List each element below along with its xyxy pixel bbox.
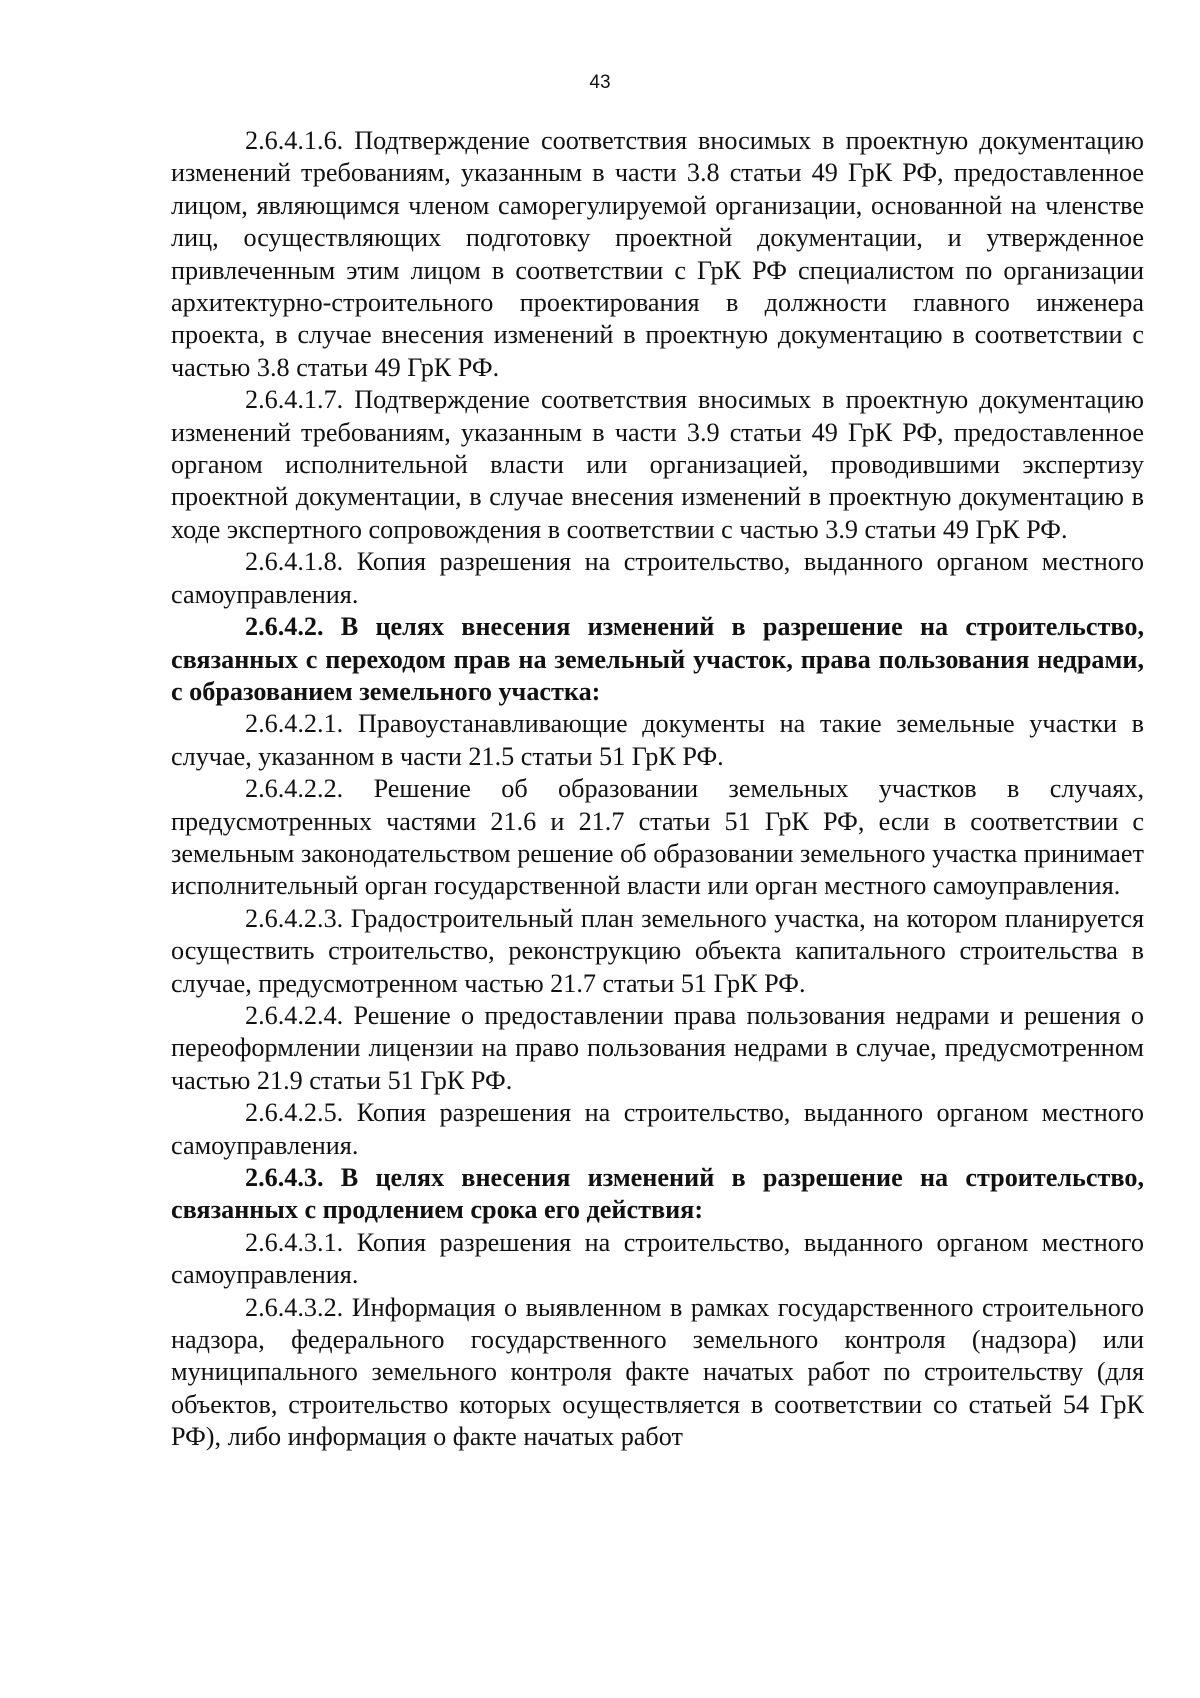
section-heading-2-6-4-2: 2.6.4.2. В целях внесения изменений в разрешение на строительство, связанных с переходом прав на земельный участок, права пользования недрами, с образованием земельного участка: <box>171 612 1144 706</box>
page-number: 43 <box>589 72 611 93</box>
paragraph-2-6-4-1-6: 2.6.4.1.6. Подтверждение соответствия вносимых в проектную документацию изменений требованиям, указанным в части 3.8 статьи 49 ГрК РФ, предоставленное лицом, являющимся членом саморегулируемой организации, основанной на членстве лиц, осуществляющих подготовку проектной документации, и утвержденное привлеченным этим лицом в соответствии с ГрК РФ специалистом по организации архитектурно-строительного проектирования в должности главного инженера проекта, в случае внесения изменений в проектную документацию в соответствии с частью 3.8 статьи 49 ГрК РФ. <box>171 126 1144 382</box>
paragraph-2-6-4-2-2: 2.6.4.2.2. Решение об образовании земельных участков в случаях, предусмотренных частями 21.6 и 21.7 статьи 51 ГрК РФ, если в соответствии с земельным законодательством решение об образовании земельного участка принимает исполнительный орган государственной власти или орган местного самоуправления. <box>171 774 1144 901</box>
paragraph-2-6-4-2-5: 2.6.4.2.5. Копия разрешения на строительство, выданного органом местного самоуправления. <box>171 1098 1144 1160</box>
paragraph-2-6-4-1-8: 2.6.4.1.8. Копия разрешения на строительство, выданного органом местного самоуправления. <box>171 547 1144 609</box>
paragraph-2-6-4-2-4: 2.6.4.2.4. Решение о предоставлении права пользования недрами и решения о переоформлении лицензии на право пользования недрами в случае, предусмотренном частью 21.9 статьи 51 ГрК РФ. <box>171 1000 1144 1095</box>
section-heading-2-6-4-3: 2.6.4.3. В целях внесения изменений в разрешение на строительство, связанных с продлением срока его действия: <box>171 1163 1144 1225</box>
paragraph-2-6-4-3-2: 2.6.4.3.2. Информация о выявленном в рамках государственного строительного надзора, федерального государственного земельного контроля (надзора) или муниципального земельного контроля факте начатых работ по строительству (для объектов, строительство которых осуществляется в соответствии со статьей 54 ГрК РФ), либо информация о факте начатых работ <box>171 1292 1144 1452</box>
paragraph-2-6-4-1-7: 2.6.4.1.7. Подтверждение соответствия вносимых в проектную документацию изменений требованиям, указанным в части 3.9 статьи 49 ГрК РФ, предоставленное органом исполнительной власти или организацией, проводившими экспертизу проектной документации, в случае внесения изменений в проектную документацию в ходе экспертного сопровождения в соответствии с частью 3.9 статьи 49 ГрК РФ. <box>171 385 1144 544</box>
paragraph-2-6-4-3-1: 2.6.4.3.1. Копия разрешения на строительство, выданного органом местного самоуправления. <box>171 1227 1144 1290</box>
paragraph-2-6-4-2-3: 2.6.4.2.3. Градостроительный план земельного участка, на котором планируется осуществить строительство, реконструкцию объекта капитального строительства в случае, предусмотренном частью 21.7 статьи 51 ГрК РФ. <box>171 903 1144 998</box>
document-body <box>171 125 1144 1454</box>
paragraph-2-6-4-2-1: 2.6.4.2.1. Правоустанавливающие документы на такие земельные участки в случае, указанном в части 21.5 статьи 51 ГрК РФ. <box>171 709 1144 771</box>
